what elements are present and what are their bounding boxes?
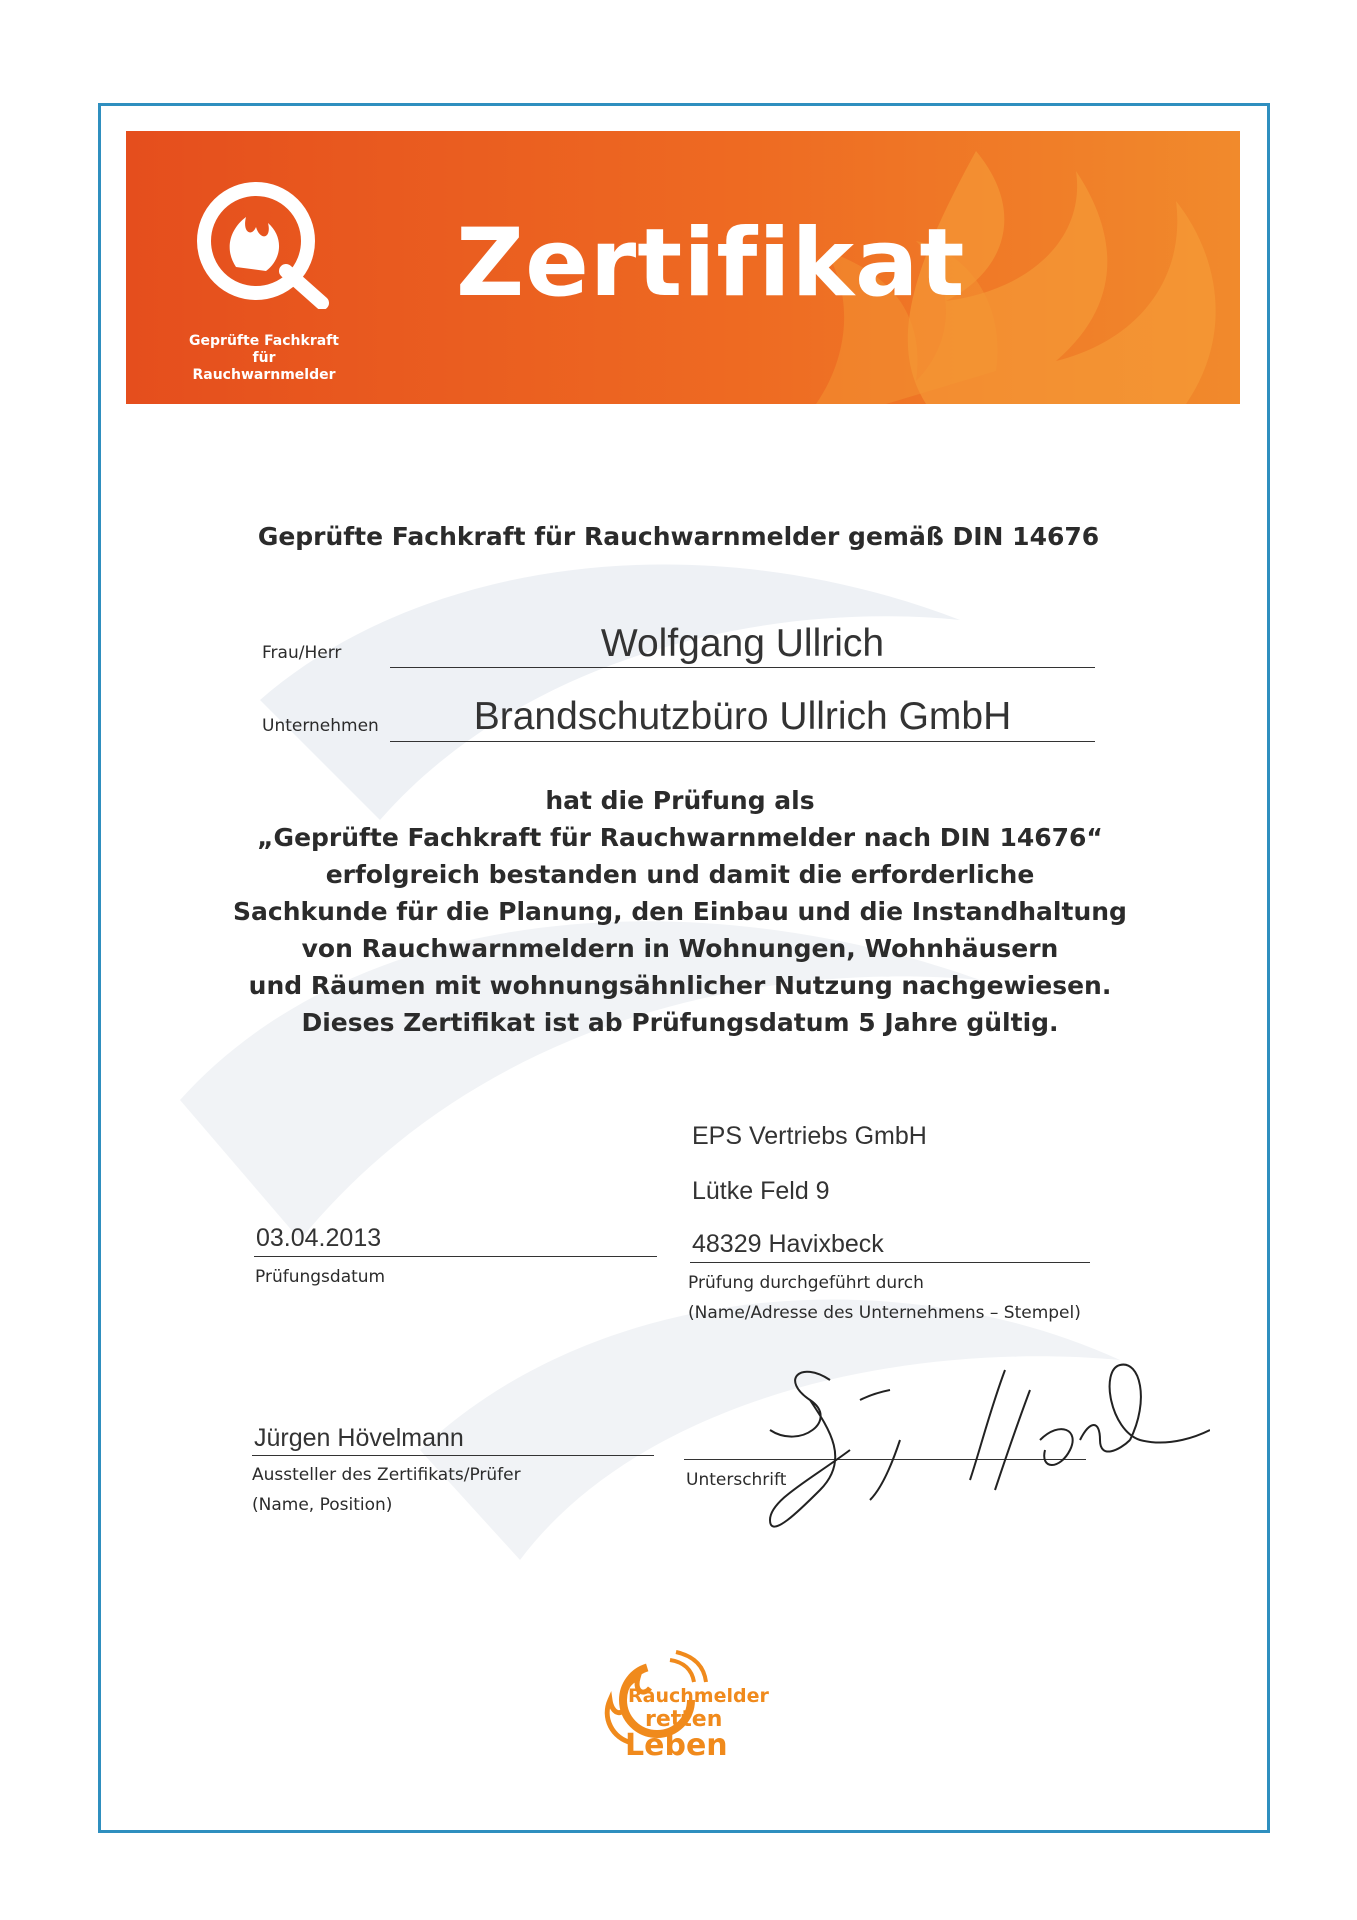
exam-date-value: 03.04.2013 xyxy=(256,1224,382,1252)
body-line: von Rauchwarnmeldern in Wohnungen, Wohnhäusern xyxy=(301,934,1059,963)
handwritten-signature xyxy=(740,1340,1210,1540)
issuer-caption xyxy=(252,1460,521,1520)
footer-logo-line3: Leben xyxy=(625,1728,728,1763)
certificate-body xyxy=(180,782,1180,1041)
exam-date-label: Prüfungsdatum xyxy=(255,1267,386,1287)
issuer-caption-line1: Aussteller des Zertifikats/Prüfer xyxy=(252,1465,521,1485)
body-line: erfolgreich bestanden und damit die erforderliche xyxy=(325,860,1035,889)
examiner-caption-line2: (Name/Adresse des Unternehmens – Stempel) xyxy=(688,1303,1081,1323)
examiner-company-city: 48329 Havixbeck xyxy=(692,1230,884,1258)
body-line: Sachkunde für die Planung, den Einbau und die Instandhaltung xyxy=(233,897,1127,926)
body-line: und Räumen mit wohnungsähnlicher Nutzung nachgewiesen. xyxy=(248,971,1112,1000)
header-banner xyxy=(126,131,1240,404)
examiner-company-name: EPS Vertriebs GmbH xyxy=(692,1122,927,1150)
company-value: Brandschutzbüro Ullrich GmbH xyxy=(473,695,1012,738)
certificate-subtitle: Geprüfte Fachkraft für Rauchwarnmelder gemäß DIN 14676 xyxy=(257,522,1100,551)
issuer-name: Jürgen Hövelmann xyxy=(254,1424,464,1452)
examiner-caption-line1: Prüfung durchgeführt durch xyxy=(688,1273,924,1293)
signature-label: Unterschrift xyxy=(686,1470,787,1490)
issuer-caption-line2: (Name, Position) xyxy=(252,1495,393,1515)
body-line: Dieses Zertifikat ist ab Prüfungsdatum 5 Jahre gültig. xyxy=(301,1008,1059,1037)
logo-subtitle-line2: für Rauchwarnmelder xyxy=(192,350,336,383)
name-label: Frau/Herr xyxy=(262,643,342,663)
q-flame-logo-icon xyxy=(194,179,334,309)
company-label: Unternehmen xyxy=(262,716,379,736)
footer-logo-line1: Rauchmelder xyxy=(628,1685,769,1707)
logo-subtitle xyxy=(184,333,344,384)
examiner-caption xyxy=(688,1268,1081,1328)
footer-logo-line2: retten xyxy=(645,1707,723,1732)
certificate-title: Zertifikat xyxy=(456,209,966,318)
company-underline xyxy=(390,741,1095,742)
issuer-underline xyxy=(252,1455,654,1456)
body-line: hat die Prüfung als xyxy=(545,786,815,815)
exam-date-underline xyxy=(254,1256,657,1257)
name-underline xyxy=(390,667,1095,668)
examiner-company-street: Lütke Feld 9 xyxy=(692,1177,830,1205)
body-line: „Geprüfte Fachkraft für Rauchwarnmelder nach DIN 14676“ xyxy=(257,823,1103,852)
examiner-underline xyxy=(690,1262,1090,1263)
logo-subtitle-line1: Geprüfte Fachkraft xyxy=(189,333,339,349)
name-value: Wolfgang Ullrich xyxy=(600,622,885,665)
